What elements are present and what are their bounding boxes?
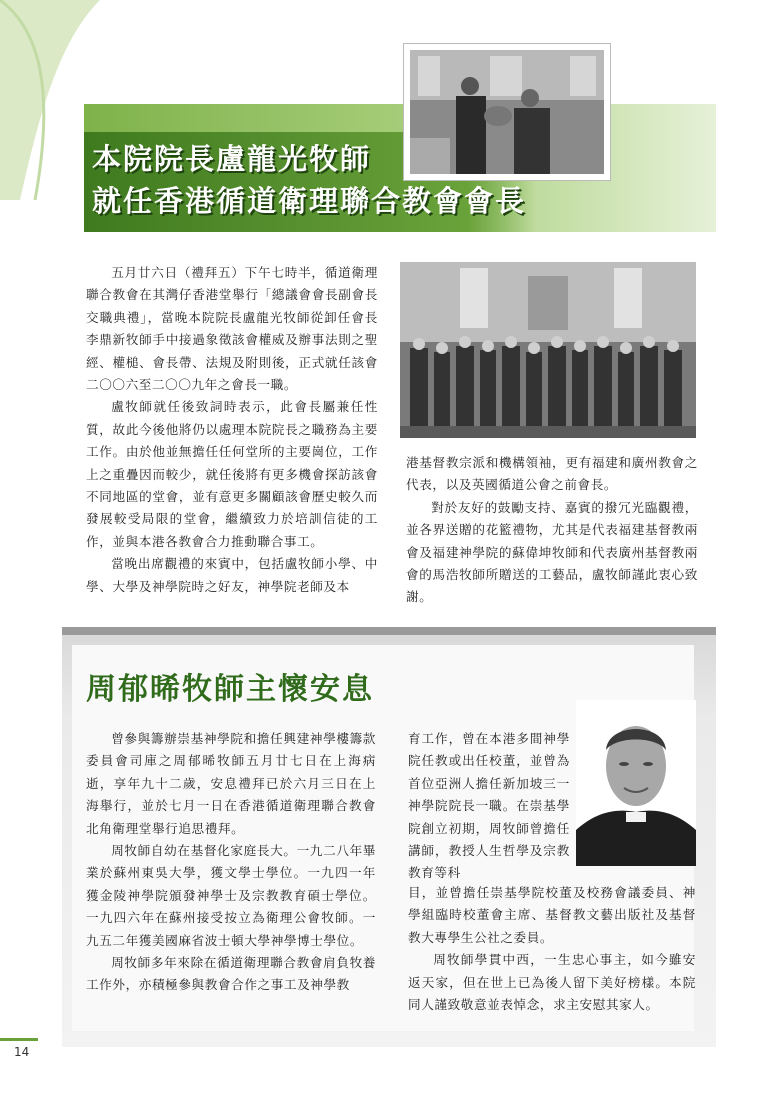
article2-column-right-bottom xyxy=(408,882,696,1016)
article2-column-right-top xyxy=(408,728,570,885)
paragraph: 五月廿六日（禮拜五）下午七時半，循道衛理聯合教會在其灣仔香港堂舉行「總議會會長副會長交職典禮」，當晚本院院長盧龍光牧師從卸任會長李鼎新牧師手中接過象徵該會權威及辦事法則之聖經、權槌、會長帶、法規及附則後，正式就任該會二〇〇六至二〇〇九年之會長一職。 xyxy=(86,265,378,393)
paragraph: 當晚出席觀禮的來賓中，包括盧牧師小學、中學、大學及神學院時之好友，神學院老師及本 xyxy=(86,556,378,594)
article1-column-right xyxy=(406,452,698,609)
article1-title-line2: 就任香港循道衛理聯合教會會長 xyxy=(92,184,527,218)
paragraph: 目，並曾擔任崇基學院校董及校務會議委員、神學組臨時校董會主席、基督教文藝出版社及基督教大專學生公社之委員。 xyxy=(408,885,696,945)
article2-column-left xyxy=(86,728,376,997)
paragraph: 周牧師學貫中西，一生忠心事主，如今雖安返天家，但在世上已為後人留下美好榜樣。本院同人謹致敬意並表悼念，求主安慰其家人。 xyxy=(408,952,696,1013)
group-photo xyxy=(400,262,696,438)
page-number-rule xyxy=(0,1038,38,1041)
paragraph: 周牧師多年來除在循道衛理聯合教會肩負牧養工作外，亦積極參與教會合作之事工及神學教 xyxy=(86,955,376,993)
paragraph: 曾參與籌辦崇基神學院和擔任興建神學樓籌款委員會司庫之周郁晞牧師五月廿七日在上海病逝，享年九十二歲，安息禮拜已於六月三日在上海舉行，並於七月一日在香港循道衛理聯合教會北角衛理堂舉行追思禮拜。 xyxy=(86,731,376,836)
paragraph: 周牧師自幼在基督化家庭長大。一九二八年畢業於蘇州東吳大學，獲文學士學位。一九四一年獲金陵神學院頒發神學士及宗教教育碩士學位。一九四六年在蘇州接受按立為衛理公會牧師。一九五二年獲美國麻省波士頓大學神學博士學位。 xyxy=(86,843,376,948)
article2-title: 周郁晞牧師主懷安息 xyxy=(86,672,374,707)
page-number: 14 xyxy=(14,1045,30,1059)
article1-title-line1: 本院院長盧龍光牧師 xyxy=(92,142,372,176)
portrait-photo xyxy=(576,700,696,866)
article1-column-left xyxy=(86,262,378,598)
paragraph: 盧牧師就任後致詞時表示，此會長屬兼任性質，故此今後他將仍以處理本院院長之職務為主要工作。由於他並無擔任任何堂所的主要崗位，工作上之重疊因而較少，就任後將有更多機會探訪該會不同地區的堂會，並有意更多關顧該會歷史較久而發展較受局限的堂會，繼續致力於培訓信徒的工作，並與本港各教會合力推動聯合事工。 xyxy=(86,399,378,549)
paragraph: 對於友好的鼓勵支持、嘉賓的撥冗光臨觀禮，並各界送贈的花籃禮物，尤其是代表福建基督教兩會及福建神學院的蘇偉坤牧師和代表廣州基督教兩會的馬浩牧師所贈送的工藝品，盧牧師謹此衷心致謝。 xyxy=(406,499,698,605)
paragraph: 港基督教宗派和機構領袖，更有福建和廣州教會之代表，以及英國循道公會之前會長。 xyxy=(406,455,698,493)
paragraph: 育工作，曾在本港多間神學院任教或出任校董，並曾為首位亞洲人擔任新加坡三一神學院院長一職。在崇基學院創立初期，周牧師曾擔任講師，教授人生哲學及宗教教育等科 xyxy=(408,731,570,881)
ceremony-photo xyxy=(404,44,610,180)
